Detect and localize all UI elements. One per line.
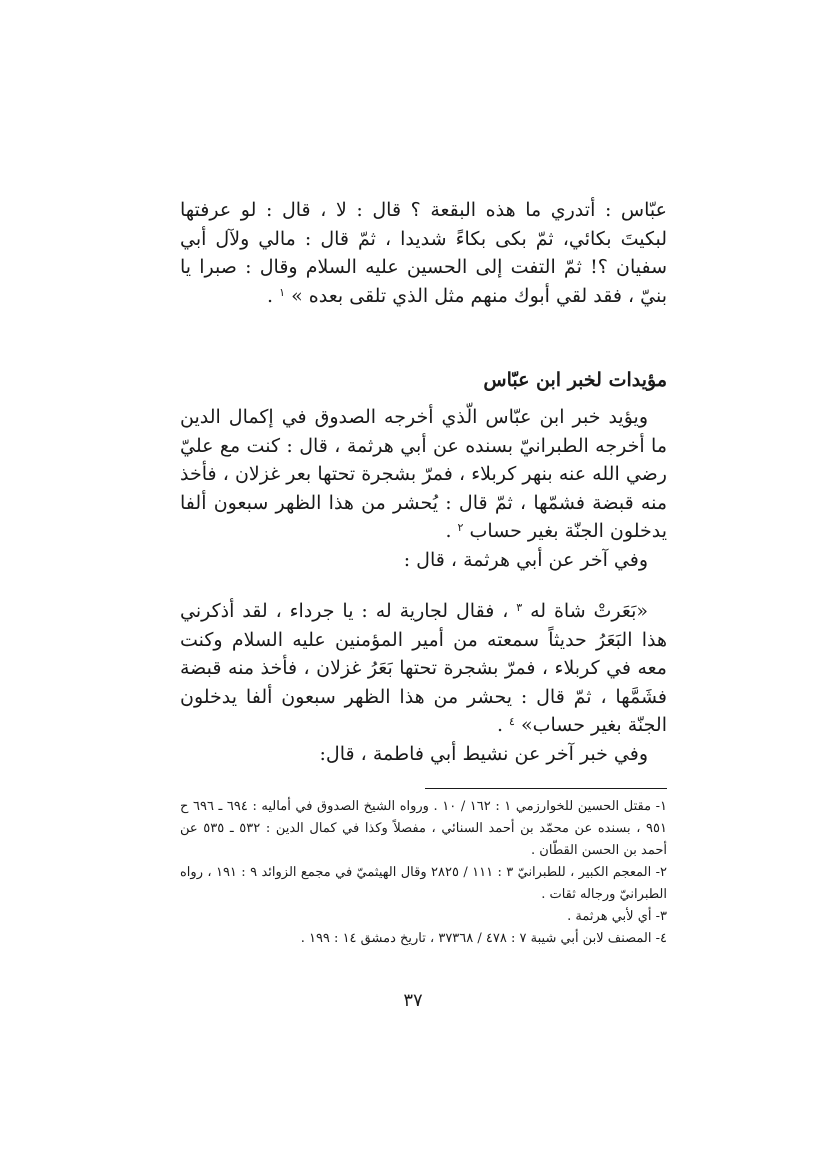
paragraph-3: وفي آخر عن أبي هرثمة ، قال : bbox=[403, 549, 648, 571]
footnote-2: ٢- المعجم الكبير ، للطبرانيّ ٣ : ١١١ / ٢٨٢٥ وقال الهيثميّ في مجمع الزوائد ٩ : ١٩١ ، رواه الطبرانيّ ورجاله ثقات . bbox=[180, 865, 668, 902]
footnote-4: ٤- المصنف لابن أبي شيبة ٧ : ٤٧٨ / ٣٧٣٦٨ ، تاريخ دمشق ١٤ : ١٩٩ . bbox=[300, 931, 667, 946]
paragraph-1 bbox=[180, 196, 667, 310]
section-heading: مؤيدات لخبر ابن عبّاس bbox=[483, 369, 667, 391]
footnote-marker-1: ١ bbox=[279, 285, 286, 299]
paragraph-2-end: . bbox=[445, 520, 458, 542]
paragraph-4-start: «بَعَرتْ شاة له bbox=[530, 600, 648, 622]
paragraph-4 bbox=[180, 597, 667, 740]
paragraph-4-end: . bbox=[496, 714, 510, 736]
footnote-marker-4: ٤ bbox=[509, 715, 515, 728]
footnote-1: ١- مقتل الحسين للخوارزمي ١ : ١٦٢ / ١٠ . ورواه الشيخ الصدوق في أماليه : ٦٩٤ ـ ٦٩٦ ح ٩٥١ ، بسنده عن محمّد بن أحمد السنائي ، مفصلاً وكذا في كمال الدين : ٥٣٢ ـ ٥٣٥ عن أحمد بن الحسن القطّان . bbox=[180, 799, 667, 858]
paragraph-2 bbox=[180, 403, 667, 546]
page-number: ٣٧ bbox=[403, 990, 423, 1011]
paragraph-2-text: ويؤيد خبر ابن عبّاس الّذي أخرجه الصدوق في إكمال الدين ما أخرجه الطبرانيّ بسنده عن أبي هرثمة ، قال : كنت مع عليّ رضي الله عنه بنهر كربلاء ، فمرّ بشجرة تحتها بعر غزلان ، فأخذ منه قبضة فشمّها ، ثمّ قال : يُحشر من هذا الظهر سبعون ألفا يدخلون الجنّة بغير حساب bbox=[180, 406, 667, 542]
footnote-marker-3: ٣ bbox=[516, 601, 523, 614]
footnote-3: ٣- أي لأبي هرثمة . bbox=[567, 909, 667, 924]
footnote-divider bbox=[425, 788, 667, 789]
paragraph-1-text: عبّاس : أتدري ما هذه البقعة ؟ قال : لا ، قال : لو عرفتها لبكيتَ بكائي، ثمّ بكى بكاءً شديدا ، ثمّ قال : مالي ولآل أبي سفيان ؟! ثمّ التفت إلى الحسين عليه السلام وقال : صبرا يا بنيّ ، فقد لقي أبوك منهم مثل الذي تلقى بعده » bbox=[180, 199, 667, 307]
paragraph-5: وفي خبر آخر عن نشيط أبي فاطمة ، قال: bbox=[319, 743, 648, 765]
footnote-marker-2: ٢ bbox=[457, 521, 464, 534]
paragraph-4-text: ، فقال لجارية له : يا جرداء ، لقد أذكرني هذا البَعَرُ حديثاً سمعته من أمير المؤمنين عليه السلام وكنت معه في كربلاء ، فمرّ بشجرة تحتها بَعَرُ غزلان ، فأخذ منه قبضة فشَمَّها ، ثمّ قال : يحشر من هذا الظهر سبعون ألفا يدخلون الجنّة بغير حساب» bbox=[180, 600, 667, 736]
paragraph-1-end: . bbox=[267, 284, 280, 307]
